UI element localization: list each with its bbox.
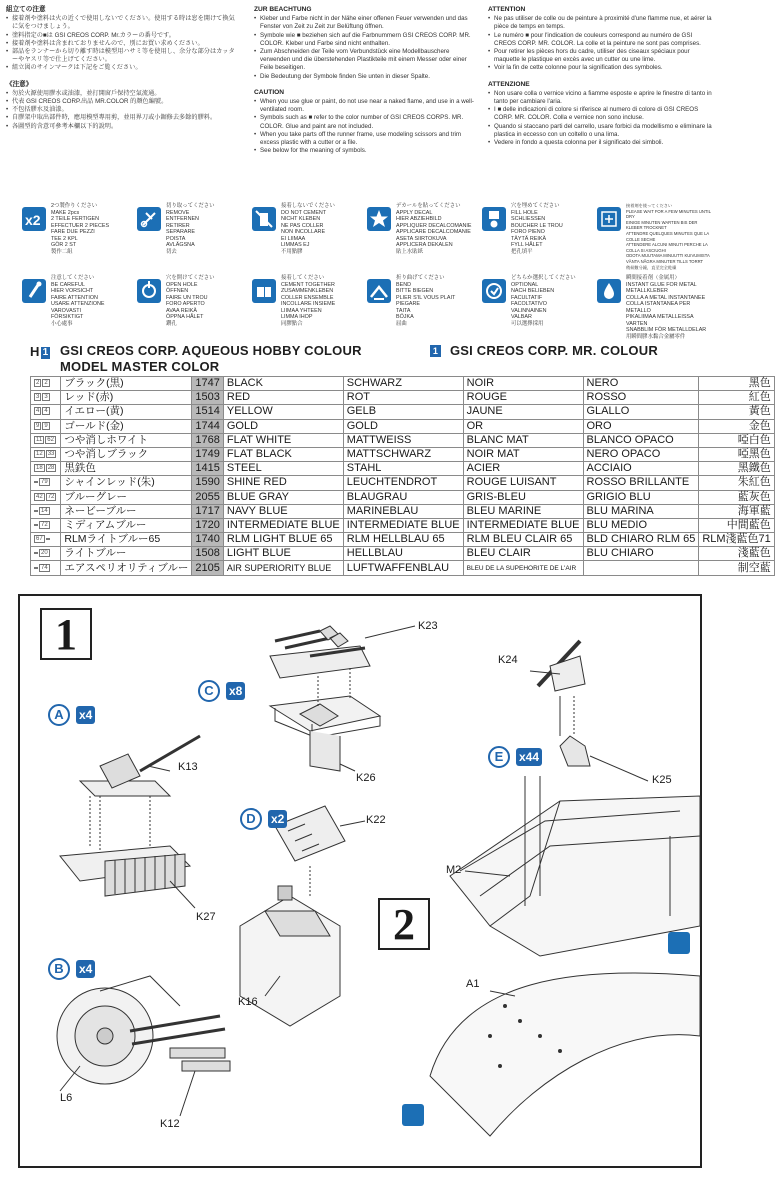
color-name-jp: ミディアムブルー	[61, 518, 192, 532]
note-item: • Kleber und Farbe nicht in der Nähe einer offenen Feuer verwenden und das Fenster von Zeit zu Zeit zur Belüftung öffnen.	[254, 15, 480, 31]
aqueous-code: 67	[36, 536, 43, 543]
color-number: 1590	[192, 476, 223, 490]
color-name-en: STEEL	[223, 462, 343, 476]
color-name-en: FLAT BLACK	[223, 447, 343, 461]
color-name-zh: RLM淺藍色71	[699, 533, 774, 547]
color-row	[31, 377, 775, 391]
notes-column-de-en	[254, 6, 480, 155]
color-name-fr: BLEU DE LA SUPEHORITE DE L'AIR	[463, 561, 583, 575]
mr-color-code: 4	[44, 408, 48, 415]
symbol-text: 穴を埋めてください FILL HOLE SCHLIESSEN BOUCHER LE TROU FORO PIENO TÄYTÄ REIKÄ FYLL HÅLET 把孔填平	[511, 203, 563, 255]
color-name-zh: 藍灰色	[699, 490, 774, 504]
mr-color-code: 72	[41, 521, 48, 528]
color-name-de: MATTWEISS	[343, 433, 463, 447]
note-item: • Symbols such as ■ refer to the color number of GSI CREOS CORPS. MR. COLOR. Glue and paint are not included.	[254, 114, 480, 130]
note-item: • Voir la fin de cette colonne pour la signification des symboles.	[488, 64, 714, 72]
color-table	[30, 376, 775, 576]
no-cement-icon	[252, 207, 276, 231]
color-name-it: NERO OPACO	[583, 447, 699, 461]
color-name-fr: BLANC MAT	[463, 433, 583, 447]
color-name-de: INTERMEDIATE BLUE	[343, 518, 463, 532]
aqueous-code: 12	[36, 451, 43, 458]
symbol-cement-together	[252, 275, 367, 335]
color-name-it: ROSSO	[583, 391, 699, 405]
subassembly-d-badge: D	[240, 808, 262, 830]
symbol-be-careful	[22, 275, 137, 335]
mr-color-code: 62	[47, 436, 54, 443]
notes-jp-title: 組立ての注意	[6, 6, 46, 13]
model-master-title: MODEL MASTER COLOR	[60, 359, 220, 374]
symbol-text: デカールを貼ってください APPLY DECAL HIER ABZIEHBILD APPLIQUER DECALCOMANIE APPLICARE DECALCOMANIE ASETA SIIRTOKUVA APPLICERA DEKALEN 貼上水貼紙	[396, 203, 472, 255]
color-name-fr: NOIR MAT	[463, 447, 583, 461]
aqueous-code	[34, 552, 38, 554]
mr-color-code: 3	[44, 394, 48, 401]
open-hole-icon	[137, 279, 161, 303]
subassembly-e-mult: x44	[516, 748, 542, 766]
aqueous-code: 3	[36, 394, 40, 401]
color-name-fr: GRIS-BLEU	[463, 490, 583, 504]
color-number: 1514	[192, 405, 223, 419]
color-name-it: ROSSO BRILLANTE	[583, 476, 699, 490]
hull-drawing	[450, 776, 700, 956]
part-label: L6	[60, 1092, 73, 1104]
symbol-fill-hole	[482, 203, 597, 263]
note-item: • 接着剤や塗料は火の近くで使用しないでください。使用する時は窓を開けて換気に気をつけましょう。	[6, 15, 238, 31]
color-name-de: HELLBLAU	[343, 547, 463, 561]
color-name-fr: ROUGE LUISANT	[463, 476, 583, 490]
note-item: • 部品をランナーから切り離す時は模型用ハサミ等を使用し、余分な部分はカッターやヤスリ等で仕上げてください。	[6, 48, 238, 64]
color-name-de: ROT	[343, 391, 463, 405]
symbol-wait-dry	[597, 203, 712, 270]
note-item: • 塗料指定の■は GSI CREOS CORP. Mr.カラーの番号です。	[6, 32, 238, 40]
color-row	[31, 433, 775, 447]
part-label: K12	[160, 1118, 180, 1130]
symbol-open-hole	[137, 275, 252, 335]
color-number: 1749	[192, 447, 223, 461]
step-1-box: 1	[40, 608, 92, 660]
aqueous-code	[34, 510, 38, 512]
note-item: • Pour retirer les pièces hors du cadre, utiliser des ciseaux spéciaux pour maquette le plastique en excès avec un cutter ou une lime.	[488, 48, 714, 64]
color-name-de: MARINEBLAU	[343, 504, 463, 518]
color-row	[31, 391, 775, 405]
symbol-text: 折り曲げてください BEND BITTE BIEGEN PLIER S'IL VOUS PLAIT PIEGARE TAITA BÖJKA 屈曲	[396, 275, 456, 327]
color-name-en: SHINE RED	[223, 476, 343, 490]
color-chart-header	[30, 342, 710, 374]
color-number: 1747	[192, 377, 223, 391]
notes-en-title: CAUTION	[254, 88, 285, 96]
color-number: 1744	[192, 419, 223, 433]
color-name-en: RED	[223, 391, 343, 405]
symbol-instant-glue	[597, 275, 712, 340]
apply-decal-icon	[367, 207, 391, 231]
color-name-jp: ネービーブルー	[61, 504, 192, 518]
color-name-de: LEUCHTENDROT	[343, 476, 463, 490]
subassembly-a-badge: A	[48, 704, 70, 726]
color-name-it: BLU MEDIO	[583, 518, 699, 532]
color-row	[31, 490, 775, 504]
color-code	[31, 547, 61, 561]
part-label: K24	[498, 654, 518, 666]
color-code	[31, 419, 61, 433]
color-code	[31, 405, 61, 419]
color-name-zh: 黃色	[699, 405, 774, 419]
subassembly-c-badge: C	[198, 680, 220, 702]
color-name-jp: 黒鉄色	[61, 462, 192, 476]
aqueous-code: 11	[36, 436, 43, 443]
assembly-drawing	[20, 596, 704, 1170]
aqueous-code: 4	[36, 408, 40, 415]
symbol-bend	[367, 275, 482, 335]
aqueous-code: 42	[36, 493, 43, 500]
color-name-zh: 黑鐵色	[699, 462, 774, 476]
instant-glue-icon	[597, 279, 621, 303]
color-row	[31, 462, 775, 476]
color-name-zh: 海軍藍	[699, 504, 774, 518]
note-item: • Vedere in fondo a questa colonna per il significato dei simboli.	[488, 139, 714, 147]
color-code	[31, 377, 61, 391]
symbol-text: 切り取ってください REMOVE ENTFERNEN RETIRER SEPARARE POISTA AVLÄGSNA 切去	[166, 203, 215, 255]
subassembly-b-mult: x4	[76, 960, 95, 978]
mr-color-code: 79	[41, 479, 48, 486]
color-name-jp: ブラック(黒)	[61, 377, 192, 391]
notes-de-title: ZUR BEACHTUNG	[254, 6, 312, 13]
be-careful-icon	[22, 279, 46, 303]
aqueous-code: 2	[36, 380, 40, 387]
note-item: • 各圖型的含意可參考本欄以下的說明。	[6, 123, 238, 131]
color-name-zh: 黑色	[699, 377, 774, 391]
color-code	[31, 462, 61, 476]
aqueous-title: GSI CREOS CORP. AQUEOUS HOBBY COLOUR	[60, 343, 362, 358]
color-name-de: MATTSCHWARZ	[343, 447, 463, 461]
aqueous-code: 18	[36, 465, 43, 472]
color-name-fr: NOIR	[463, 377, 583, 391]
color-name-it: GRIGIO BLU	[583, 490, 699, 504]
notes-column-jp	[6, 6, 238, 131]
notes-it-title: ATTENZIONE	[488, 80, 530, 88]
color-name-en: BLUE GRAY	[223, 490, 343, 504]
aqueous-mark-letter: H	[30, 344, 40, 359]
mr-color-code: 28	[47, 465, 55, 472]
color-name-it: GLALLO	[583, 405, 699, 419]
color-name-en: BLACK	[223, 377, 343, 391]
color-name-jp: ブルーグレー	[61, 490, 192, 504]
symbol-text: 穴を開けてください OPEN HOLE ÖFFNEN FAIRE UN TROU FORO APERTO AVAA REIKÄ ÖPPNA HÅLET 鑽孔	[166, 275, 215, 327]
color-name-en: AIR SUPERIORITY BLUE	[223, 561, 343, 575]
note-item: • Quando si staccano parti del carrello, usare forbici da modellismo e eliminare la plastica in eccesso con un coltello o una lima.	[488, 123, 714, 139]
mr-color-code: 72	[47, 493, 55, 500]
note-item: • 代表 GSI CREOS CORP.出品 MR.COLOR 的顏色編號。	[6, 98, 238, 106]
color-name-fr: ROUGE	[463, 391, 583, 405]
color-name-zh: 朱紅色	[699, 476, 774, 490]
symbol-no-cement	[252, 203, 367, 263]
color-name-zh: 中間藍色	[699, 518, 774, 532]
color-row	[31, 533, 775, 547]
color-code	[31, 518, 61, 532]
color-name-de: SCHWARZ	[343, 377, 463, 391]
color-name-jp: ライトブルー	[61, 547, 192, 561]
aqueous-mark	[30, 344, 50, 359]
color-name-fr: INTERMEDIATE BLUE	[463, 518, 583, 532]
color-code	[31, 391, 61, 405]
color-number: 1717	[192, 504, 223, 518]
note-item: • Die Bedeutung der Symbole finden Sie unten in dieser Spalte.	[254, 73, 480, 81]
fill-hole-icon	[482, 207, 506, 231]
color-name-de: GOLD	[343, 419, 463, 433]
color-name-en: YELLOW	[223, 405, 343, 419]
color-name-jp: レッド(赤)	[61, 391, 192, 405]
symbol-text: 注意してください BE CAREFUL HIER VORSICHT FAIRE ATTENTION USARE ATTENZIONE VAROVASTI FÖRSIKTIGT 小心處事	[51, 275, 105, 327]
notes-cn-title: 《注意》	[6, 80, 33, 88]
mr-color-code	[46, 538, 50, 540]
color-name-fr: BLEU CLAIR	[463, 547, 583, 561]
mr-color-code: 9	[44, 422, 48, 429]
color-name-fr: RLM BLEU CLAIR 65	[463, 533, 583, 547]
cement-together-icon	[252, 279, 276, 303]
symbol-make-two	[22, 203, 137, 263]
color-name-jp: エアスペリオリティブルー	[61, 561, 192, 575]
part-label: K26	[356, 772, 376, 784]
symbol-text: 瞬間接着剤（金属用） INSTANT GLUE FOR METAL METALLKLEBER COLLA A METAL INSTANTANEE COLLA ISTANTANEA PER METALLO PIKALIIMAA METALLEISSA VARTEN SNABBLIM FÖR METALLDELAR 用瞬間膠水黏合金屬零件	[626, 275, 707, 340]
color-row	[31, 504, 775, 518]
part-label: K27	[196, 911, 216, 923]
mr-color-code: 33	[47, 451, 55, 458]
color-number: 1415	[192, 462, 223, 476]
color-code	[31, 490, 61, 504]
be-careful-icon	[402, 1104, 424, 1126]
note-item: • I ■ delle indicazioni di colore si riferisce al numero di colore di GSI CREOS CORP. MR. COLOR. Colla e vernice non sono incluse.	[488, 106, 714, 122]
note-item: • 勿於火源使用膠水或油漆，並打開窗戶保持空氣流通。	[6, 90, 238, 98]
color-row	[31, 476, 775, 490]
aqueous-code: 9	[36, 422, 40, 429]
part-label: M2	[446, 864, 462, 876]
note-item: • When you take parts off the runner frame, use modeling scissors and trim excess plastic with a cutter or a file.	[254, 131, 480, 147]
color-number: 1768	[192, 433, 223, 447]
note-item: • Ne pas utiliser de colle ou de peinture à proximité d'une flamme nue, et aérer la pièce de temps en temps.	[488, 15, 714, 31]
bend-icon	[367, 279, 391, 303]
console-drawing	[240, 806, 345, 1026]
color-name-zh: 金色	[699, 419, 774, 433]
color-name-jp: RLMライトブルー65	[61, 533, 192, 547]
color-name-fr: BLEU MARINE	[463, 504, 583, 518]
mr-color-code: 14	[41, 507, 48, 514]
note-item: • 接着剤や塗料は含まれておりませんので、別にお買い求めください。	[6, 40, 238, 48]
part-label: K16	[238, 996, 258, 1008]
symbol-remove	[137, 203, 252, 263]
color-name-jp: ゴールド(金)	[61, 419, 192, 433]
symbol-legend	[22, 203, 712, 340]
color-name-fr: JAUNE	[463, 405, 583, 419]
color-name-de: RLM HELLBLAU 65	[343, 533, 463, 547]
color-name-de: BLAUGRAU	[343, 490, 463, 504]
color-name-fr: ACIER	[463, 462, 583, 476]
note-item: • Le numéro ■ pour l'indication de couleurs correspond au numéro de GSI CREOS CORP. MR. COLOR. La colle et la peinture ne sont pas comprises.	[488, 32, 714, 48]
color-name-it: NERO	[583, 377, 699, 391]
color-row	[31, 447, 775, 461]
color-code	[31, 447, 61, 461]
symbol-optional	[482, 275, 597, 335]
note-item: • 組立図のサインマークは下記をご覧ください。	[6, 64, 238, 72]
color-code	[31, 533, 61, 547]
color-name-zh: 啞白色	[699, 433, 774, 447]
aqueous-mark-number: 1	[42, 347, 49, 358]
color-number: 1740	[192, 533, 223, 547]
caution-notes	[6, 6, 714, 196]
color-code	[31, 476, 61, 490]
color-name-jp: シャインレッド(朱)	[61, 476, 192, 490]
optional-icon	[482, 279, 506, 303]
part-label: K23	[418, 620, 438, 632]
color-name-en: FLAT WHITE	[223, 433, 343, 447]
subassembly-c-mult: x8	[226, 682, 245, 700]
assembly-panel	[18, 594, 702, 1168]
step-2-box: 2	[378, 898, 430, 950]
aqueous-code	[34, 567, 38, 569]
mr-color-code: 2	[44, 380, 48, 387]
wheel-drawing	[57, 976, 230, 1084]
color-row	[31, 419, 775, 433]
aqueous-code	[34, 524, 38, 526]
part-label: K22	[366, 814, 386, 826]
single-gun-drawing	[538, 641, 590, 766]
note-item: • Non usare colla o vernice vicino a fiamme esposte e aprire le finestre di tanto in tanto per cambiare l'aria.	[488, 90, 714, 106]
subassembly-e-badge: E	[488, 746, 510, 768]
symbol-text: 接着剤を使ってください PLEASE WAIT FOR A FEW MINUTES UNTIL DRY EINIGE MINUTEN WARTEN BIS DER KLEBER TROCKNET ATTENDRE QUELQUES MINUTES QUE LA COLLE SECHE ATTENDERE ALCUNI MINUTI PERCHE LA COLLA SI ASCIUGHI ODOTA MUUTAMA MINUUTTI KUIVUMISTA VÄNTA NÅGRA MINUTER TILLS TORRT 稍候數分鐘，直至完全乾燥	[626, 203, 711, 270]
color-number: 2055	[192, 490, 223, 504]
color-name-it	[583, 561, 699, 575]
symbol-apply-decal	[367, 203, 482, 263]
color-name-it: BLU MARINA	[583, 504, 699, 518]
color-name-jp: イエロー(黄)	[61, 405, 192, 419]
color-name-jp: つや消しホワイト	[61, 433, 192, 447]
color-number: 1503	[192, 391, 223, 405]
instant-glue-icon	[668, 932, 690, 954]
aqueous-code	[34, 481, 38, 483]
color-row	[31, 518, 775, 532]
make-two-icon	[22, 207, 46, 231]
mr-color-code: 74	[41, 564, 48, 571]
color-number: 1720	[192, 518, 223, 532]
color-name-de: STAHL	[343, 462, 463, 476]
color-name-en: GOLD	[223, 419, 343, 433]
color-name-de: LUFTWAFFENBLAU	[343, 561, 463, 575]
color-name-zh: 淺藍色	[699, 547, 774, 561]
note-item: • 不包括膠水及油漆。	[6, 106, 238, 114]
color-code	[31, 561, 61, 575]
color-name-fr: OR	[463, 419, 583, 433]
part-label: A1	[466, 978, 480, 990]
color-name-en: RLM LIGHT BLUE 65	[223, 533, 343, 547]
note-item: • 自膠架中取出部件時，應用模型專用剪，並用界刀或小鋸修去多餘的膠料。	[6, 114, 238, 122]
twin-barrel-drawing	[60, 736, 200, 896]
color-name-jp: つや消しブラック	[61, 447, 192, 461]
color-name-it: ORO	[583, 419, 699, 433]
color-name-it: ACCIAIO	[583, 462, 699, 476]
color-name-zh: 紅色	[699, 391, 774, 405]
color-name-en: INTERMEDIATE BLUE	[223, 518, 343, 532]
color-name-zh: 制空藍	[699, 561, 774, 575]
symbol-text: どちらか選択してください OPTIONAL NACH BELIEBEN FACULTATIF FACOLTATIVO VALINNAINEN VALBAR 可以選擇採用	[511, 275, 576, 327]
color-name-de: GELB	[343, 405, 463, 419]
mr-colour-title: GSI CREOS CORP. MR. COLOUR	[450, 343, 658, 358]
color-code	[31, 504, 61, 518]
mr-color-code: 20	[41, 550, 48, 557]
symbol-text: 接着しないでください DO NOT CEMENT NICHT KLEBEN NE PAS COLLER NON INCOLLARE EI LIIMAA LIMMAS EJ 不用點膠	[281, 203, 335, 255]
color-name-zh: 啞黑色	[699, 447, 774, 461]
notes-fr-title: ATTENTION	[488, 6, 526, 13]
subassembly-b-badge: B	[48, 958, 70, 980]
notes-column-fr-it	[488, 6, 714, 147]
note-item: • Zum Abschneiden der Teile vom Verbundstück eine Modellbauschere verwenden und die überstehenden Plastikteile mit einem Messer oder einer Feile beseitigen.	[254, 48, 480, 73]
subassembly-d-mult: x2	[268, 810, 287, 828]
color-code	[31, 433, 61, 447]
color-name-en: LIGHT BLUE	[223, 547, 343, 561]
note-item: • Symbole wie ■ beziehen sich auf die Farbnummern GSI CREOS CORP. MR. COLOR. Kleber und Farbe sind nicht enthalten.	[254, 32, 480, 48]
color-name-it: BLU CHIARO	[583, 547, 699, 561]
color-name-it: BLANCO OPACO	[583, 433, 699, 447]
color-row	[31, 561, 775, 575]
svg-text:x2: x2	[25, 212, 41, 228]
deck-drawing	[430, 973, 700, 1136]
color-row	[31, 405, 775, 419]
color-name-it: BLD CHIARO RLM 65	[583, 533, 699, 547]
subassembly-a-mult: x4	[76, 706, 95, 724]
part-label: K25	[652, 774, 672, 786]
color-number: 1508	[192, 547, 223, 561]
color-number: 2105	[192, 561, 223, 575]
gun-mount-drawing	[270, 626, 380, 771]
symbol-text: 接着してください CEMENT TOGETHER ZUSAMMENKLEBEN COLLER ENSEMBLE INCOLLARE INSIEME LIIMAA YHTEEN LIMMA IHOP 同膠點合	[281, 275, 336, 327]
multilang-icon	[597, 207, 621, 231]
symbol-text: 2つ製作りください MAKE 2pcs 2 TEILE FERTIGEN EFFECTUER 2 PIECES FARE DUE PEZZI TEE 2 KPL GÖR 2 ST 製作二組	[51, 203, 110, 255]
mr-colour-mark: 1	[430, 345, 441, 357]
part-label: K13	[178, 761, 198, 773]
note-item: • When you use glue or paint, do not use near a naked flame, and use in a well-ventilated room.	[254, 98, 480, 114]
color-row	[31, 547, 775, 561]
remove-icon	[137, 207, 161, 231]
note-item: • See below for the meaning of symbols.	[254, 147, 480, 155]
color-name-en: NAVY BLUE	[223, 504, 343, 518]
